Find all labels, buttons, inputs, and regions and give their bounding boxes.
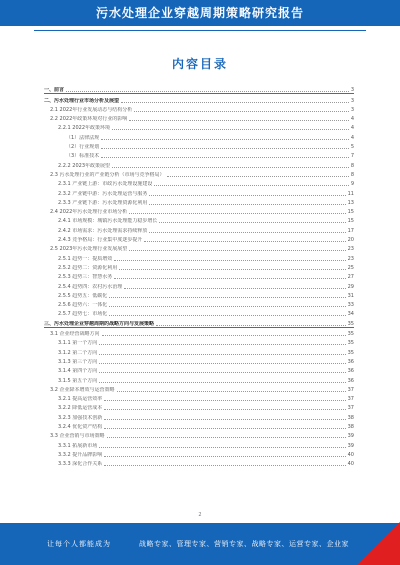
toc-entry-page: 33 (347, 302, 354, 309)
toc-entry-page: 4 (350, 116, 354, 123)
toc-entry[interactable] (44, 439, 354, 448)
toc-entry-page: 23 (347, 246, 354, 253)
toc-leader-dots (99, 354, 345, 355)
toc-entry[interactable] (44, 337, 354, 346)
toc-entry-page: 13 (347, 199, 354, 206)
toc-leader-dots (117, 391, 346, 392)
toc-entry-title: 2.4.3 竞争格局：行业集中度逐步提升 (58, 237, 143, 244)
toc-entry-title: 2.5.5 趋势五：低碳化 (58, 292, 108, 299)
toc-entry-page: 7 (350, 153, 354, 160)
toc-entry-title: 2.2.1 2022年政策环境 (58, 125, 111, 132)
toc-entry[interactable] (44, 178, 354, 187)
toc-entry-title: 3.3.3 深化合作关系 (58, 461, 103, 468)
toc-entry[interactable] (44, 346, 354, 355)
toc-leader-dots (99, 372, 345, 373)
toc-entry[interactable] (44, 159, 354, 168)
toc-entry-page: 37 (347, 396, 354, 403)
toc-entry[interactable] (44, 374, 354, 383)
toc-entry-title: 2.3 污水处理行业的产业链分析（市场与竞争格局） (50, 171, 165, 178)
toc-entry-title: （2）行业规划 (66, 144, 100, 151)
toc-entry[interactable] (44, 122, 354, 131)
toc-entry-title: 3.3.2 提升品牌影响 (58, 451, 103, 458)
toc-entry-title: 2.5.1 趋势一：提质增效 (58, 255, 113, 262)
table-of-contents (44, 84, 354, 467)
toc-leader-dots (114, 278, 345, 279)
toc-entry-title: 2.5.2 趋势二：资源化利用 (58, 264, 118, 271)
toc-entry-title: 3.2.3 加强技术创新 (58, 414, 103, 421)
toc-leader-dots (104, 456, 345, 457)
toc-entry-page: 40 (347, 451, 354, 458)
report-title: 污水处理企业穿越周期策略研究报告 (95, 6, 304, 20)
toc-entry[interactable] (44, 113, 354, 122)
toc-leader-dots (156, 325, 346, 326)
toc-entry-title: 3.1.2 第二个方向 (58, 349, 98, 356)
toc-entry-page: 3 (350, 106, 354, 113)
toc-entry-page: 15 (347, 218, 354, 225)
toc-leader-dots (149, 232, 345, 233)
toc-leader-dots (101, 157, 349, 158)
toc-entry-title: 3.2.1 提高运营效率 (58, 396, 103, 403)
toc-entry[interactable] (44, 356, 354, 365)
toc-entry-page: 37 (347, 386, 354, 393)
toc-entry-page: 36 (347, 377, 354, 384)
toc-entry-page: 39 (347, 433, 354, 440)
toc-entry[interactable] (44, 169, 354, 178)
toc-entry-page: 35 (347, 331, 354, 338)
toc-entry-page: 31 (347, 292, 354, 299)
toc-entry[interactable] (44, 150, 354, 159)
toc-leader-dots (129, 250, 345, 251)
toc-leader-dots (119, 269, 345, 270)
toc-leader-dots (109, 315, 345, 316)
toc-entry-title: 2.5.6 趋势六：一体化 (58, 302, 108, 309)
toc-entry-page: 29 (347, 283, 354, 290)
footer-brand-text: 让每个人都能成为 (47, 540, 111, 548)
toc-leader-dots (99, 363, 345, 364)
toc-entry[interactable] (44, 131, 354, 140)
toc-leader-dots (167, 176, 349, 177)
toc-entry[interactable] (44, 458, 354, 467)
toc-entry[interactable] (44, 234, 354, 243)
toc-leader-dots (129, 213, 345, 214)
toc-entry[interactable] (44, 187, 354, 196)
toc-leader-dots (109, 297, 345, 298)
toc-entry-title: 2.4 2022年污水处理行业市场分析 (50, 209, 128, 216)
toc-entry-title: 2.3.2 产业链中游：污水处理运营与服务 (58, 190, 148, 197)
toc-entry[interactable] (44, 299, 354, 308)
toc-entry-title: 3.2 企业降本增效与运营策略 (50, 386, 115, 393)
toc-entry-title: 3.3 企业营销与市场策略 (50, 433, 105, 440)
toc-entry-page: 11 (347, 190, 354, 197)
toc-entry[interactable] (44, 280, 354, 289)
toc-leader-dots (149, 195, 345, 196)
toc-entry-page: 27 (347, 274, 354, 281)
toc-leader-dots (112, 167, 349, 168)
toc-leader-dots (104, 409, 345, 410)
toc-entry-page: 4 (350, 134, 354, 141)
toc-entry-title: 2.5.4 趋势四：农村污水治理 (58, 283, 123, 290)
toc-entry-page: 34 (347, 311, 354, 318)
toc-entry-page: 20 (347, 237, 354, 244)
toc-leader-dots (121, 102, 349, 103)
toc-entry-title: 2.3.1 产业链上游：市政污水处理设施建设 (58, 181, 153, 188)
toc-entry[interactable] (44, 206, 354, 215)
toc-leader-dots (101, 139, 349, 140)
toc-entry-page: 3 (350, 87, 354, 94)
toc-leader-dots (99, 447, 345, 448)
toc-entry-page: 4 (350, 125, 354, 132)
toc-leader-dots (114, 260, 345, 261)
toc-entry-title: 3.2.4 优化资产结构 (58, 423, 103, 430)
toc-leader-dots (159, 222, 345, 223)
toc-leader-dots (107, 437, 346, 438)
toc-entry-page: 8 (350, 162, 354, 169)
toc-entry[interactable] (44, 252, 354, 261)
toc-entry-page: 38 (347, 423, 354, 430)
toc-entry-page: 15 (347, 209, 354, 216)
toc-leader-dots (66, 91, 349, 92)
toc-entry-title: 2.2.2 2023年政策展望 (58, 162, 111, 169)
toc-entry[interactable] (44, 141, 354, 150)
toc-entry[interactable] (44, 224, 354, 233)
toc-entry-title: 2.5.7 趋势七：市场化 (58, 311, 108, 318)
toc-entry-title: 3.3.1 拓展新市场 (58, 442, 98, 449)
footer-tagline: 战略专家、管理专家、营销专家、战略专家、运营专家、企业家 (139, 540, 349, 548)
toc-entry-page: 35 (347, 340, 354, 347)
toc-leader-dots (104, 465, 345, 466)
toc-leader-dots (144, 241, 345, 242)
toc-entry[interactable] (44, 384, 354, 393)
toc-leader-dots (104, 428, 345, 429)
toc-heading: 内容目录 (171, 57, 228, 71)
toc-entry-page: 36 (347, 368, 354, 375)
toc-entry-title: 3.1.5 第五个方向 (58, 377, 98, 384)
toc-entry-page: 35 (347, 349, 354, 356)
toc-entry[interactable] (44, 308, 354, 317)
toc-entry[interactable] (44, 365, 354, 374)
toc-entry[interactable] (44, 430, 354, 439)
toc-entry[interactable] (44, 449, 354, 458)
toc-entry-title: 2.2 2022年政策环境对行业的影响 (50, 116, 128, 123)
toc-entry-page: 35 (347, 320, 354, 327)
toc-entry-title: 3.1.4 第四个方向 (58, 368, 98, 375)
toc-leader-dots (124, 288, 345, 289)
toc-entry-page: 40 (347, 461, 354, 468)
toc-entry-title: 2.5.3 趋势三：智慧水务 (58, 274, 113, 281)
toc-entry[interactable] (44, 215, 354, 224)
toc-entry-page: 38 (347, 414, 354, 421)
toc-entry[interactable] (44, 104, 354, 113)
toc-entry[interactable] (44, 271, 354, 280)
toc-entry[interactable] (44, 290, 354, 299)
toc-entry-title: 3.1.1 第一个方向 (58, 340, 98, 347)
toc-entry-title: 3.1.3 第三个方向 (58, 358, 98, 365)
toc-leader-dots (129, 120, 349, 121)
toc-entry[interactable] (44, 243, 354, 252)
toc-leader-dots (99, 344, 345, 345)
toc-entry-title: 2.5 2023年污水处理行业发展展望 (50, 246, 128, 253)
toc-entry-page: 23 (347, 255, 354, 262)
toc-entry-page: 36 (347, 358, 354, 365)
toc-entry-title: 二、污水处理行业市场分析及展望 (44, 97, 120, 104)
toc-leader-dots (104, 400, 345, 401)
toc-leader-dots (102, 335, 346, 336)
toc-entry[interactable] (44, 421, 354, 430)
toc-entry-page: 39 (347, 442, 354, 449)
toc-leader-dots (149, 204, 345, 205)
toc-entry-title: 三、污水处理企业穿越周期的战略方向与发展策略 (44, 320, 155, 327)
toc-entry-title: 一、前言 (44, 87, 65, 94)
toc-entry-page: 5 (350, 144, 354, 151)
toc-leader-dots (134, 111, 349, 112)
toc-entry-page: 3 (350, 97, 354, 104)
toc-leader-dots (101, 148, 349, 149)
toc-entry-title: 2.4.1 市场规模：城镇污水处理能力稳步增长 (58, 218, 158, 225)
toc-entry[interactable] (44, 317, 354, 327)
toc-entry-page: 8 (350, 171, 354, 178)
toc-entry[interactable] (44, 262, 354, 271)
toc-leader-dots (109, 306, 345, 307)
toc-entry-title: 2.1 2022年行业发展动态与结构分析 (50, 106, 133, 113)
toc-entry-page: 17 (347, 227, 354, 234)
toc-leader-dots (154, 185, 348, 186)
toc-entry-title: 2.4.2 市场需求：污水处理需求持续释放 (58, 227, 148, 234)
toc-entry-title: 3.1 企业经营战略方向 (50, 331, 100, 338)
toc-leader-dots (112, 129, 349, 130)
toc-leader-dots (104, 419, 345, 420)
toc-entry[interactable] (44, 411, 354, 420)
toc-entry-page: 37 (347, 405, 354, 412)
header-divider (34, 30, 366, 31)
toc-entry-title: 2.3.3 产业链下游：污水处理资源化利用 (58, 199, 148, 206)
toc-entry[interactable] (44, 402, 354, 411)
toc-leader-dots (99, 382, 345, 383)
toc-entry-page: 9 (350, 181, 354, 188)
toc-entry-title: （1）法律法规 (66, 134, 100, 141)
toc-entry[interactable] (44, 84, 354, 94)
toc-entry-title: （3）标准技术 (66, 153, 100, 160)
toc-entry[interactable] (44, 197, 354, 206)
toc-entry-page: 25 (347, 264, 354, 271)
toc-entry-title: 3.2.2 降低运营成本 (58, 405, 103, 412)
toc-entry[interactable] (44, 94, 354, 103)
toc-entry[interactable] (44, 328, 354, 337)
toc-entry[interactable] (44, 393, 354, 402)
page-number: 2 (198, 512, 202, 518)
